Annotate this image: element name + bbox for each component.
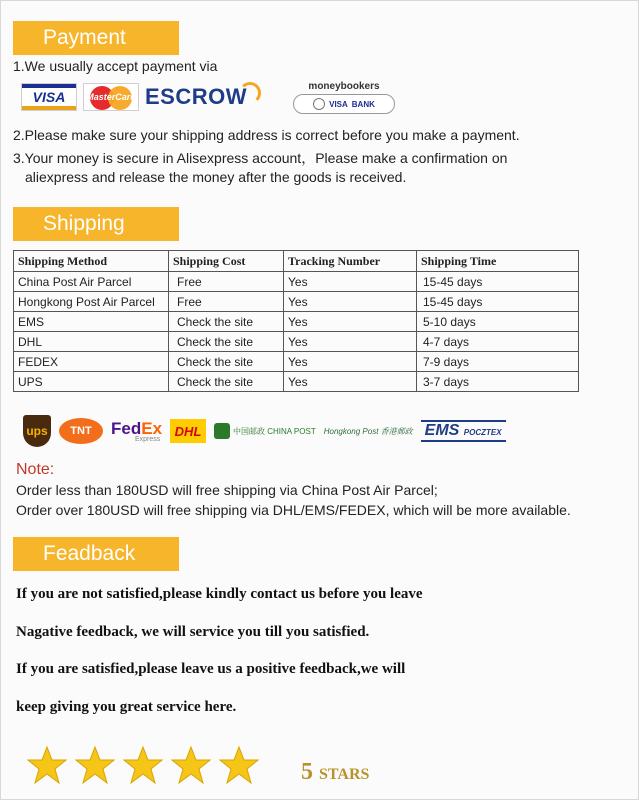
stars-label: 5 STARS	[301, 759, 370, 785]
payment-line-3: 3.Your money is secure in Alisexpress account，Please make a confirmation on	[13, 150, 508, 166]
feedback-line-1: If you are not satisfied,please kindly contact us before you leave	[16, 586, 423, 602]
table-header-row	[14, 251, 579, 272]
table-row	[14, 272, 579, 292]
cell-cost: Check the site	[169, 372, 284, 392]
escrow-logo: ESCROW	[145, 84, 261, 110]
ups-logo: ups	[23, 415, 51, 447]
cell-method: UPS	[14, 372, 169, 392]
note-line-2: Order over 180USD will free shipping via DHL/EMS/FEDEX, which will be more available.	[16, 502, 571, 518]
cell-time: 15-45 days	[417, 272, 579, 292]
star-icon	[75, 745, 115, 785]
cell-time: 7-9 days	[417, 352, 579, 372]
col-header-time: Shipping Time	[417, 251, 579, 272]
cell-time: 3-7 days	[417, 372, 579, 392]
cell-tracking: Yes	[284, 292, 417, 312]
cell-cost: Check the site	[169, 312, 284, 332]
cell-method: DHL	[14, 332, 169, 352]
feedback-line-2: Nagative feedback, we will service you till you satisfied.	[16, 624, 370, 640]
star-icon	[27, 745, 67, 785]
col-header-method: Shipping Method	[14, 251, 169, 272]
feedback-line-4: keep giving you great service here.	[16, 699, 237, 715]
payment-line-1: 1.We usually accept payment via	[13, 58, 218, 74]
star-icon	[171, 745, 211, 785]
cell-method: EMS	[14, 312, 169, 332]
visa-logo: VISA	[21, 83, 77, 111]
cell-tracking: Yes	[284, 352, 417, 372]
shipping-table	[13, 250, 579, 392]
star-rating	[27, 745, 259, 785]
hongkong-post-logo: Hongkong Post 香港郵政	[323, 426, 413, 436]
cell-tracking: Yes	[284, 372, 417, 392]
feedback-line-3: If you are satisfied,please leave us a positive feedback,we will	[16, 661, 406, 677]
cell-cost: Free	[169, 292, 284, 312]
shipping-header: Shipping	[13, 207, 179, 241]
note-label: Note:	[16, 461, 55, 478]
payment-line-2: 2.Please make sure your shipping address is correct before you make a payment.	[13, 127, 520, 143]
col-header-cost: Shipping Cost	[169, 251, 284, 272]
cell-method: FEDEX	[14, 352, 169, 372]
moneybookers-logo: moneybookers VISA BANK	[293, 81, 395, 113]
cell-cost: Check the site	[169, 352, 284, 372]
feedback-header: Feadback	[13, 537, 179, 571]
table-row	[14, 292, 579, 312]
ems-logo: EMS POCZTEX	[421, 420, 506, 442]
mastercard-logo: MasterCard	[83, 83, 139, 111]
payment-logos	[21, 81, 395, 113]
cell-cost: Check the site	[169, 332, 284, 352]
cell-method: Hongkong Post Air Parcel	[14, 292, 169, 312]
tnt-logo: TNT	[59, 418, 103, 444]
cell-tracking: Yes	[284, 312, 417, 332]
table-row	[14, 372, 579, 392]
table-row	[14, 332, 579, 352]
dhl-logo: DHL	[170, 419, 206, 443]
table-row	[14, 312, 579, 332]
cell-time: 4-7 days	[417, 332, 579, 352]
cell-time: 5-10 days	[417, 312, 579, 332]
china-post-logo: 中国邮政 CHINA POST	[214, 423, 316, 439]
payment-header: Payment	[13, 21, 179, 55]
star-icon	[219, 745, 259, 785]
note-line-1: Order less than 180USD will free shipping via China Post Air Parcel;	[16, 482, 438, 498]
fedex-logo: FedEx Express	[111, 419, 163, 443]
payment-line-4: aliexpress and release the money after the goods is received.	[25, 169, 407, 185]
cell-tracking: Yes	[284, 332, 417, 352]
table-row	[14, 352, 579, 372]
cell-method: China Post Air Parcel	[14, 272, 169, 292]
cell-time: 15-45 days	[417, 292, 579, 312]
carrier-logos	[23, 415, 506, 447]
cell-tracking: Yes	[284, 272, 417, 292]
star-icon	[123, 745, 163, 785]
col-header-tracking: Tracking Number	[284, 251, 417, 272]
cell-cost: Free	[169, 272, 284, 292]
